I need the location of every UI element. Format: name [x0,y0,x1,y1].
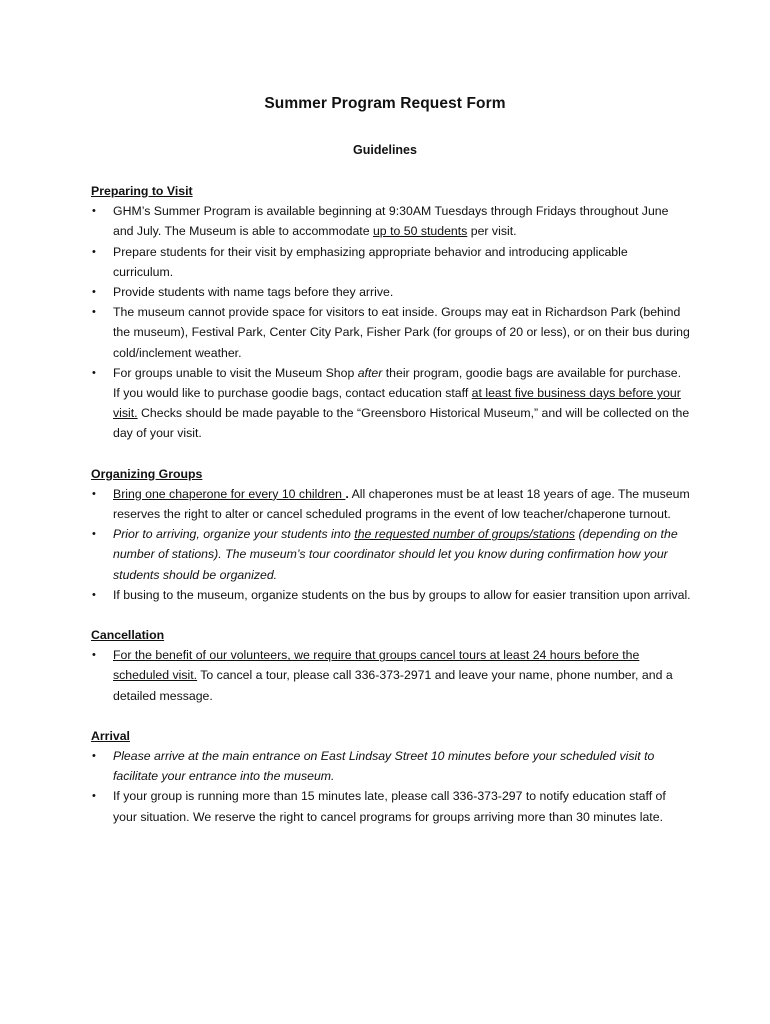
bullet-icon: • [92,366,96,379]
bullet-icon: • [92,790,96,803]
bullet-list [91,645,691,706]
section-heading: Preparing to Visit [91,184,193,198]
bullet-item [91,524,691,585]
document-body [91,181,691,847]
text-run: Provide students with name tags before they arrive. [113,285,394,300]
text-run: (depending on the number of stations). The museum’s tour coordinator should let you know during confirmation how your students should be organized. [113,527,678,582]
text-run: GHM’s Summer Program is available beginning at 9:30AM Tuesdays through Fridays throughout June and July. The Museum is able to accommodate [113,204,669,239]
text-run: their program, goodie bags are available for purchase. If you would like to purchase goodie bags, contact education staff [113,365,682,401]
bullet-list [91,484,691,605]
bullet-icon: • [92,750,96,763]
bullet-item [91,484,691,524]
bullet-item [91,786,691,826]
text-run: the requested number of groups/stations [354,527,576,542]
bullet-icon: • [92,649,96,662]
section-heading: Organizing Groups [91,466,203,481]
bullet-item [91,201,691,241]
bullet-list [91,201,691,443]
text-run: Prepare students for their visit by emphasizing appropriate behavior and introducing applicable curriculum. [113,244,628,279]
document-title: Summer Program Request Form [264,95,506,112]
bullet-item [91,302,691,363]
text-run: at least five business days before your visit. [113,386,681,421]
text-run: For the benefit of our volunteers, we require that groups cancel tours at least 24 hours before the scheduled visit. [113,648,640,683]
bullet-icon: • [92,528,96,541]
text-run: For groups unable to visit the Museum Shop [113,365,358,380]
section [91,181,691,444]
bullet-item [91,645,691,706]
bullet-icon: • [92,245,96,258]
section-heading: Cancellation [91,628,165,643]
section-heading: Arrival [91,728,130,743]
bullet-item [91,746,691,786]
text-run: . [345,486,349,501]
bullet-item [91,585,691,605]
bullet-icon: • [92,487,96,500]
text-run: Prior to arriving, organize your students into [113,527,355,542]
bullet-icon: • [92,286,96,299]
bullet-list [91,746,691,827]
section [91,464,691,605]
bullet-item [91,242,691,282]
bullet-item [91,282,691,302]
text-run: per visit. [467,224,517,239]
bullet-icon: • [92,588,96,601]
bullet-icon: • [92,306,96,319]
section [91,726,691,827]
text-run: If busing to the museum, organize students on the bus by groups to allow for easier transition upon arrival. [113,587,691,602]
document-subtitle: Guidelines [353,143,417,157]
bullet-item [91,363,691,444]
text-run: To cancel a tour, please call 336-373-2971 and leave your name, phone number, and a detailed message. [113,668,673,703]
bullet-icon: • [92,205,96,218]
text-run: All chaperones must be at least 18 years of age. The museum reserves the right to alter or cancel scheduled programs in the event of low teacher/chaperone turnout. [113,486,690,522]
text-run: Checks should be made payable to the “Greensboro Historical Museum,” and will be collected on the day of your visit. [113,406,690,441]
text-run: If your group is running more than 15 minutes late, please call 336-373-297 to notify education staff of your situation. We reserve the right to cancel programs for groups arriving more than 30 minutes late. [113,789,666,824]
text-run: up to 50 students [372,224,468,239]
section [91,625,691,706]
text-run: The museum cannot provide space for visitors to eat inside. Groups may eat in Richardson Park (behind the museum), Festival Park, Center City Park, Fisher Park (for groups of 20 or less), or on their bus during cold/inclement weather. [113,305,690,360]
text-run: after [357,365,383,380]
text-run: Bring one chaperone for every 10 children [113,486,346,501]
text-run: Please arrive at the main entrance on East Lindsay Street 10 minutes before your scheduled visit to facilitate your entrance into the museum. [113,749,655,784]
